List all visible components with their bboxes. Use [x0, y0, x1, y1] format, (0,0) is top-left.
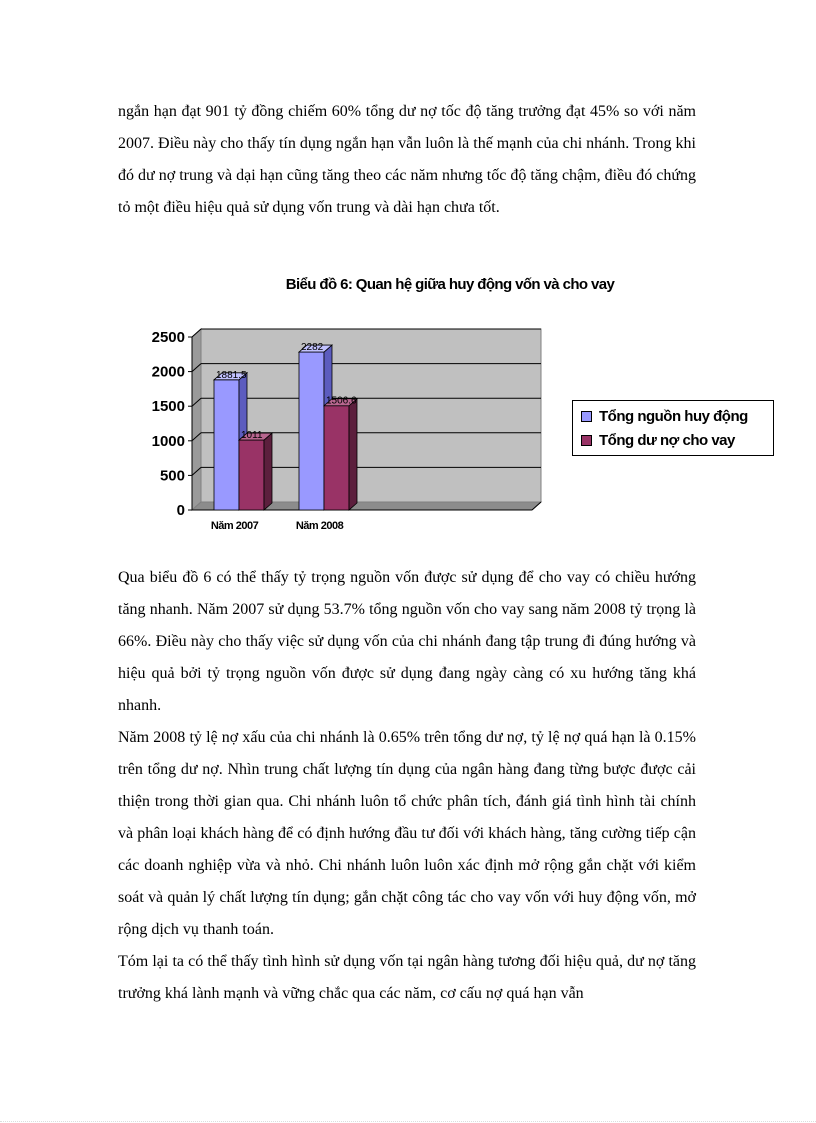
- y-tick-label: 1000: [151, 432, 185, 450]
- legend-label-loans: Tổng dư nợ cho vay: [599, 432, 735, 449]
- y-tick-label: 2000: [151, 363, 185, 381]
- data-label-0-1: 2282: [301, 342, 324, 354]
- bar-1-1-front: [324, 406, 349, 510]
- y-tick-label: 1500: [151, 398, 185, 416]
- legend-item-mobilized-capital: [581, 407, 748, 427]
- bar-0-1-front: [299, 352, 324, 510]
- legend-swatch-loans: [581, 435, 592, 446]
- paragraph-short-term-credit: ngắn hạn đạt 901 tỷ đồng chiếm 60% tổng dư nợ tốc độ tăng trưởng đạt 45% so với năm 2007. Điều này cho thấy tín dụng ngắn hạn vẫn luôn là thế mạnh của chi nhánh. Trong khi đó dư nợ trung và dại hạn cũng tăng theo các năm nhưng tốc độ tăng chậm, điều đó chứng tỏ một điều hiệu quả sử dụng vốn trung và dài hạn chưa tốt.: [118, 103, 696, 216]
- data-label-1-0: 1011: [241, 430, 263, 442]
- chart-title: Biểu đồ 6: Quan hệ giữa huy động vốn và cho vay: [285, 276, 615, 293]
- paragraph-bad-debt-ratio: Năm 2008 tỷ lệ nợ xấu của chi nhánh là 0.65% trên tổng dư nợ, tỷ lệ nợ quá hạn là 0.15% trên tổng dư nợ. Nhìn trung chất lượng tín dụng của ngân hàng đang từng bược được cải thiện trong thời gian qua. Chi nhánh luôn tổ chức phân tích, đánh giá tình hình tài chính và phân loại khách hàng để có định hướng đầu tư đối với khách hàng, tăng cường tiếp cận các doanh nghiệp vừa và nhỏ. Chi nhánh luôn luôn xác định mở rộng gắn chặt với kiểm soát và quản lý chất lượng tín dụng; gắn chặt công tác cho vay vốn với huy động vốn, mở rộng dịch vụ thanh toán.: [118, 729, 696, 938]
- chart-legend: [572, 400, 774, 456]
- y-tick-label: 0: [176, 502, 185, 519]
- y-tick-label: 2500: [151, 329, 185, 346]
- legend-label-mobilized: Tổng nguồn huy động: [599, 408, 748, 425]
- paragraph-conclusion: Tóm lại ta có thể thấy tình hình sử dụng vốn tại ngân hàng tương đối hiệu quả, dư nợ tăng trưởng khá lành mạnh và vững chắc qua các năm, cơ cấu nợ quá hạn vẫn: [118, 953, 696, 1002]
- y-tick-label: 500: [159, 467, 185, 485]
- legend-swatch-mobilized: [581, 411, 592, 422]
- x-category-label: Năm 2008: [295, 520, 344, 532]
- paragraph-capital-usage-ratio: Qua biểu đồ 6 có thể thấy tỷ trọng nguồn vốn được sử dụng để cho vay có chiều hướng tăng nhanh. Năm 2007 sử dụng 53.7% tổng nguồn vốn cho vay sang năm 2008 tỷ trọng là 66%. Điều này cho thấy việc sử dụng vốn của chi nhánh đang tập trung đi đúng hướng và hiệu quả bởi tỷ trọng nguồn vốn được sử dụng đang ngày càng có xu hướng tăng khá nhanh.: [118, 569, 696, 714]
- x-category-label: Năm 2007: [210, 520, 259, 532]
- bar-1-0-side: [264, 433, 272, 510]
- data-label-1-1: 1506.6: [326, 395, 357, 407]
- bar-1-1-side: [349, 399, 357, 510]
- bar-0-0-front: [214, 380, 239, 510]
- page-bottom-border: [0, 1121, 816, 1122]
- bar-1-0-front: [239, 440, 264, 510]
- bar-chart: [150, 318, 570, 540]
- legend-item-outstanding-loans: [581, 431, 735, 451]
- data-label-0-0: 1881.5: [216, 369, 247, 381]
- chart-side-wall: [192, 329, 201, 510]
